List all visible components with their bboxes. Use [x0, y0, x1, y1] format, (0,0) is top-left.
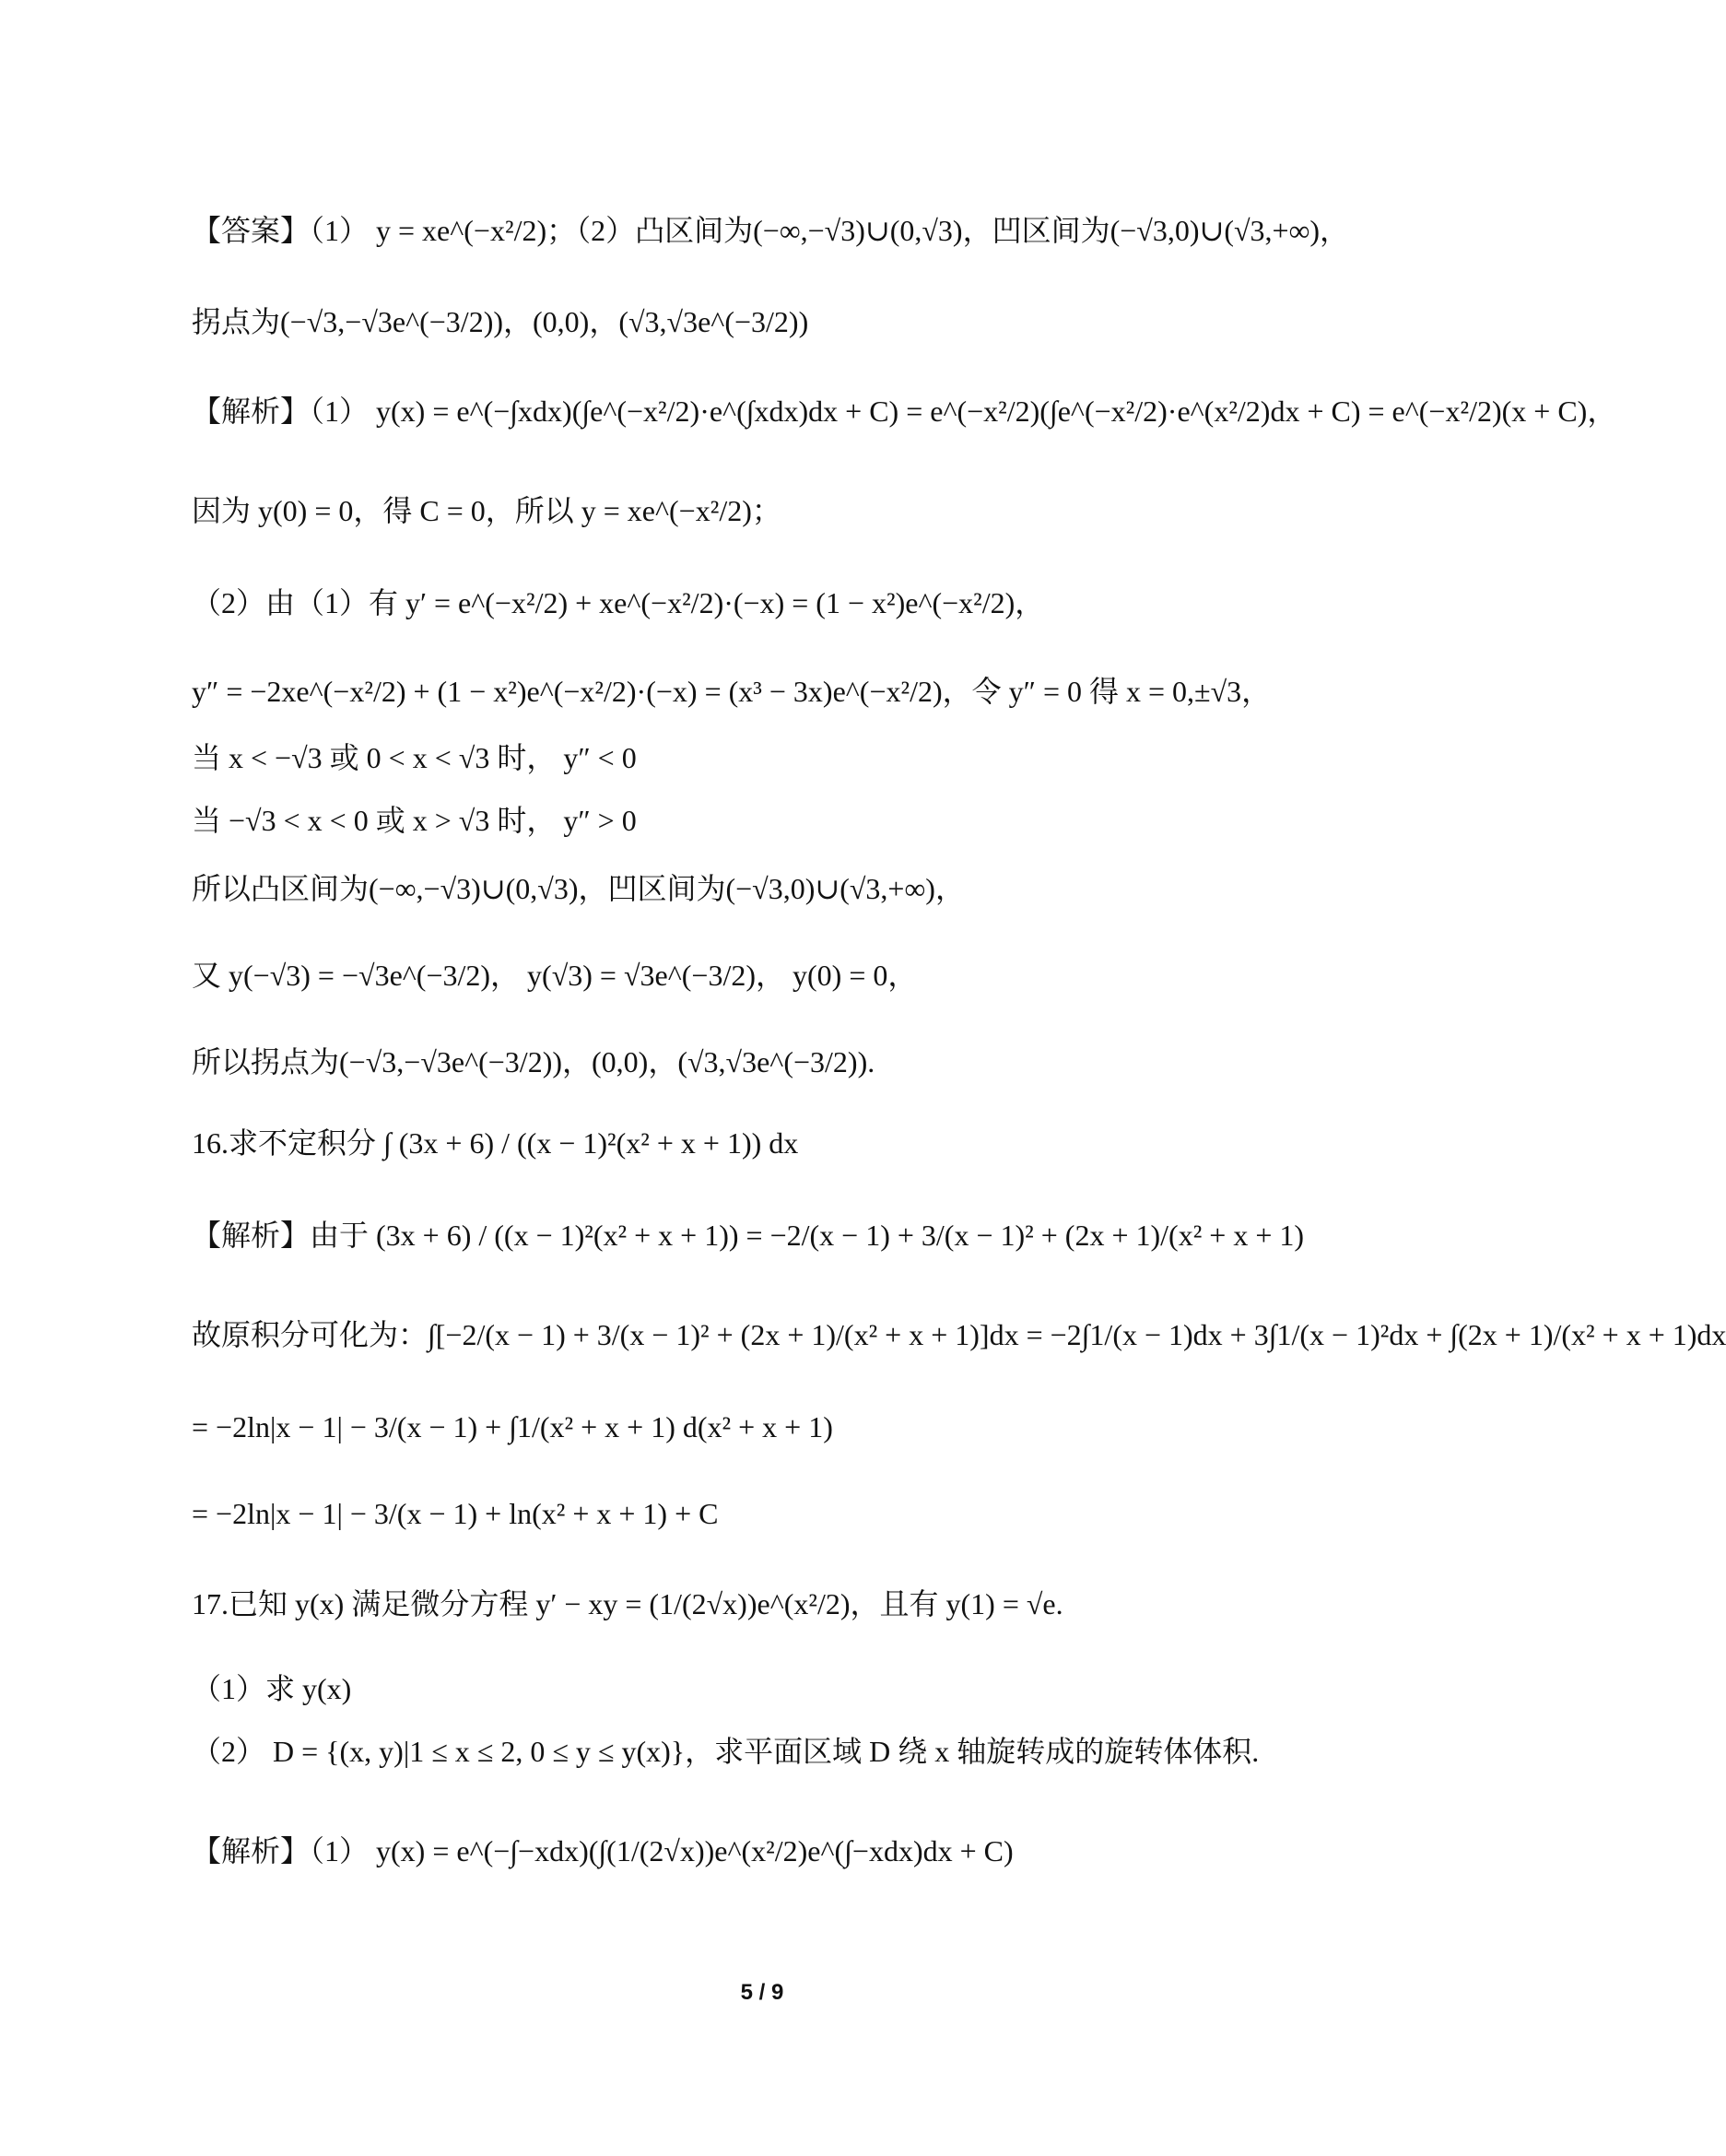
text-line: （2）由（1）有 y′ = e^(−x²/2) + xe^(−x²/2)·(−x) = (1 − x²)e^(−x²/2)， — [192, 586, 1045, 619]
text-line: 【答案】（1） y = xe^(−x²/2)；（2）凸区间为(−∞,−√3)∪(0,√3)，凹区间为(−√3,0)∪(√3,+∞)， — [192, 214, 1350, 247]
text-line: 17.已知 y(x) 满足微分方程 y′ − xy = (1/(2√x))e^(x²/2)，且有 y(1) = √e. — [192, 1587, 1063, 1620]
text-line: 【解析】（1） y(x) = e^(−∫xdx)(∫e^(−x²/2)·e^(∫xdx)dx + C) = e^(−x²/2)(∫e^(−x²/2)·e^(x²/2)dx + C) = e^(−x²/2)(x + C)， — [192, 395, 1617, 428]
text-line: 【解析】由于 (3x + 6) / ((x − 1)²(x² + x + 1)) = −2/(x − 1) + 3/(x − 1)² + (2x + 1)/(x² + x + 1) — [192, 1219, 1305, 1252]
text-line: y″ = −2xe^(−x²/2) + (1 − x²)e^(−x²/2)·(−x) = (x³ − 3x)e^(−x²/2)，令 y″ = 0 得 x = 0,±√3， — [192, 675, 1272, 708]
text-line: 当 x < −√3 或 0 < x < √3 时， y″ < 0 — [192, 741, 637, 774]
text-line: 因为 y(0) = 0，得 C = 0，所以 y = xe^(−x²/2)； — [192, 494, 781, 527]
text-line: 当 −√3 < x < 0 或 x > √3 时， y″ > 0 — [192, 804, 637, 837]
text-line: 又 y(−√3) = −√3e^(−3/2)， y(√3) = √3e^(−3/2)， y(0) = 0， — [192, 959, 918, 992]
text-line: （2） D = {(x, y)|1 ≤ x ≤ 2, 0 ≤ y ≤ y(x)}，求平面区域 D 绕 x 轴旋转成的旋转体体积. — [192, 1735, 1260, 1768]
page-number: 5 / 9 — [740, 1980, 784, 2005]
text-line: = −2ln|x − 1| − 3/(x − 1) + ln(x² + x + 1) + C — [192, 1497, 719, 1530]
text-line: 故原积分可化为：∫[−2/(x − 1) + 3/(x − 1)² + (2x + 1)/(x² + x + 1)]dx = −2∫1/(x − 1)dx + 3∫1/(x − 1)²dx + ∫(2x + 1)/(x² + x + 1)dx — [192, 1318, 1726, 1351]
text-line: = −2ln|x − 1| − 3/(x − 1) + ∫1/(x² + x + 1) d(x² + x + 1) — [192, 1410, 833, 1443]
text-line: 拐点为(−√3,−√3e^(−3/2))，(0,0)，(√3,√3e^(−3/2)) — [192, 305, 809, 338]
text-line: 【解析】（1） y(x) = e^(−∫−xdx)(∫(1/(2√x))e^(x²/2)e^(∫−xdx)dx + C) — [192, 1834, 1014, 1867]
text-line: （1）求 y(x) — [192, 1672, 352, 1705]
text-line: 16.求不定积分 ∫ (3x + 6) / ((x − 1)²(x² + x + 1)) dx — [192, 1126, 799, 1160]
text-line: 所以拐点为(−√3,−√3e^(−3/2))，(0,0)，(√3,√3e^(−3/2)). — [192, 1045, 875, 1078]
text-line: 所以凸区间为(−∞,−√3)∪(0,√3)，凹区间为(−√3,0)∪(√3,+∞)， — [192, 872, 965, 905]
